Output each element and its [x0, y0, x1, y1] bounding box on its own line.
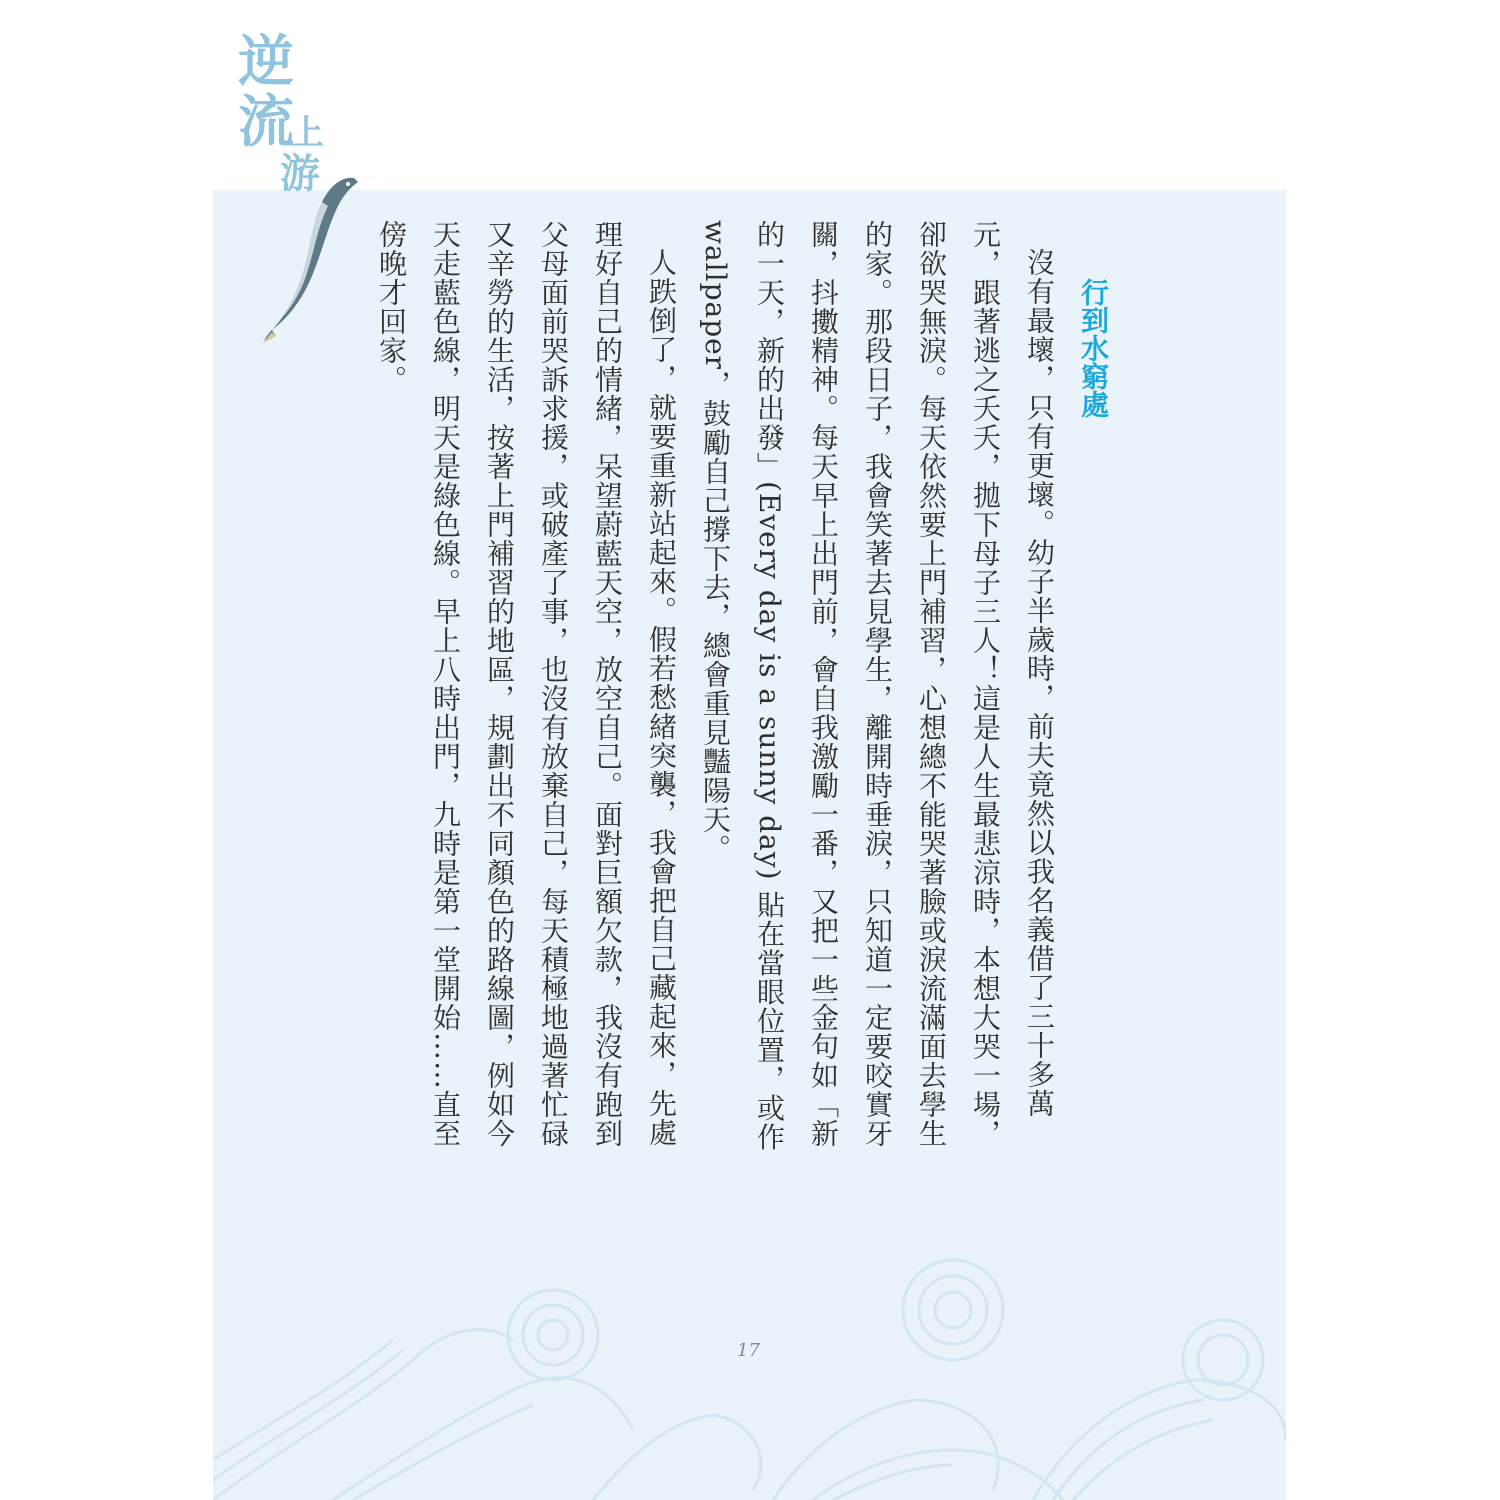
- series-title-char-3: 上: [290, 113, 324, 153]
- series-title-char-1: 逆: [238, 29, 294, 95]
- article-body: [375, 220, 1120, 1170]
- series-title-char-4: 游: [280, 150, 320, 197]
- fish-illustration: [262, 172, 362, 344]
- wave-pattern-decoration: [213, 1240, 1286, 1500]
- paragraph: 沒有最壞，只有更壞。幼子半歲時，前夫竟然以我名義借了三十多萬元，跟著逃之夭夭，拋下母子三人！這是人生最悲涼時，本想大哭一場，卻欲哭無淚。每天依然要上門補習，心想總不能哭著臉或淚流滿面去學生的家。那段日子，我會笑著去見學生，離開時垂淚，只知道一定要咬實牙關，抖擻精神。每天早上出門前，會自我激勵一番，又把一些金句如「新的一天，新的出發」(Every day is a sunny day) 貼在當眼位置，或作 wallpaper，鼓勵自己撐下去，總會重見豔陽天。: [699, 220, 1056, 1152]
- page-number: 17: [737, 1340, 760, 1361]
- series-title-char-2: 流: [238, 89, 294, 155]
- paragraph: 人跌倒了，就要重新站起來。假若愁緒突襲，我會把自己藏起來，先處理好自己的情緒，呆望蔚藍天空，放空自己。面對巨額欠款，我沒有跑到父母面前哭訴求援，或破產了事，也沒有放棄自己，每天積極地過著忙碌又辛勞的生活，按著上門補習的地區，規劃出不同顏色的路線圖，例如今天走藍色線，明天是綠色線。早上八時出門，九時是第一堂開始……直至傍晚才回家。: [375, 220, 678, 1148]
- section-heading: 行到水窮處: [1077, 278, 1110, 418]
